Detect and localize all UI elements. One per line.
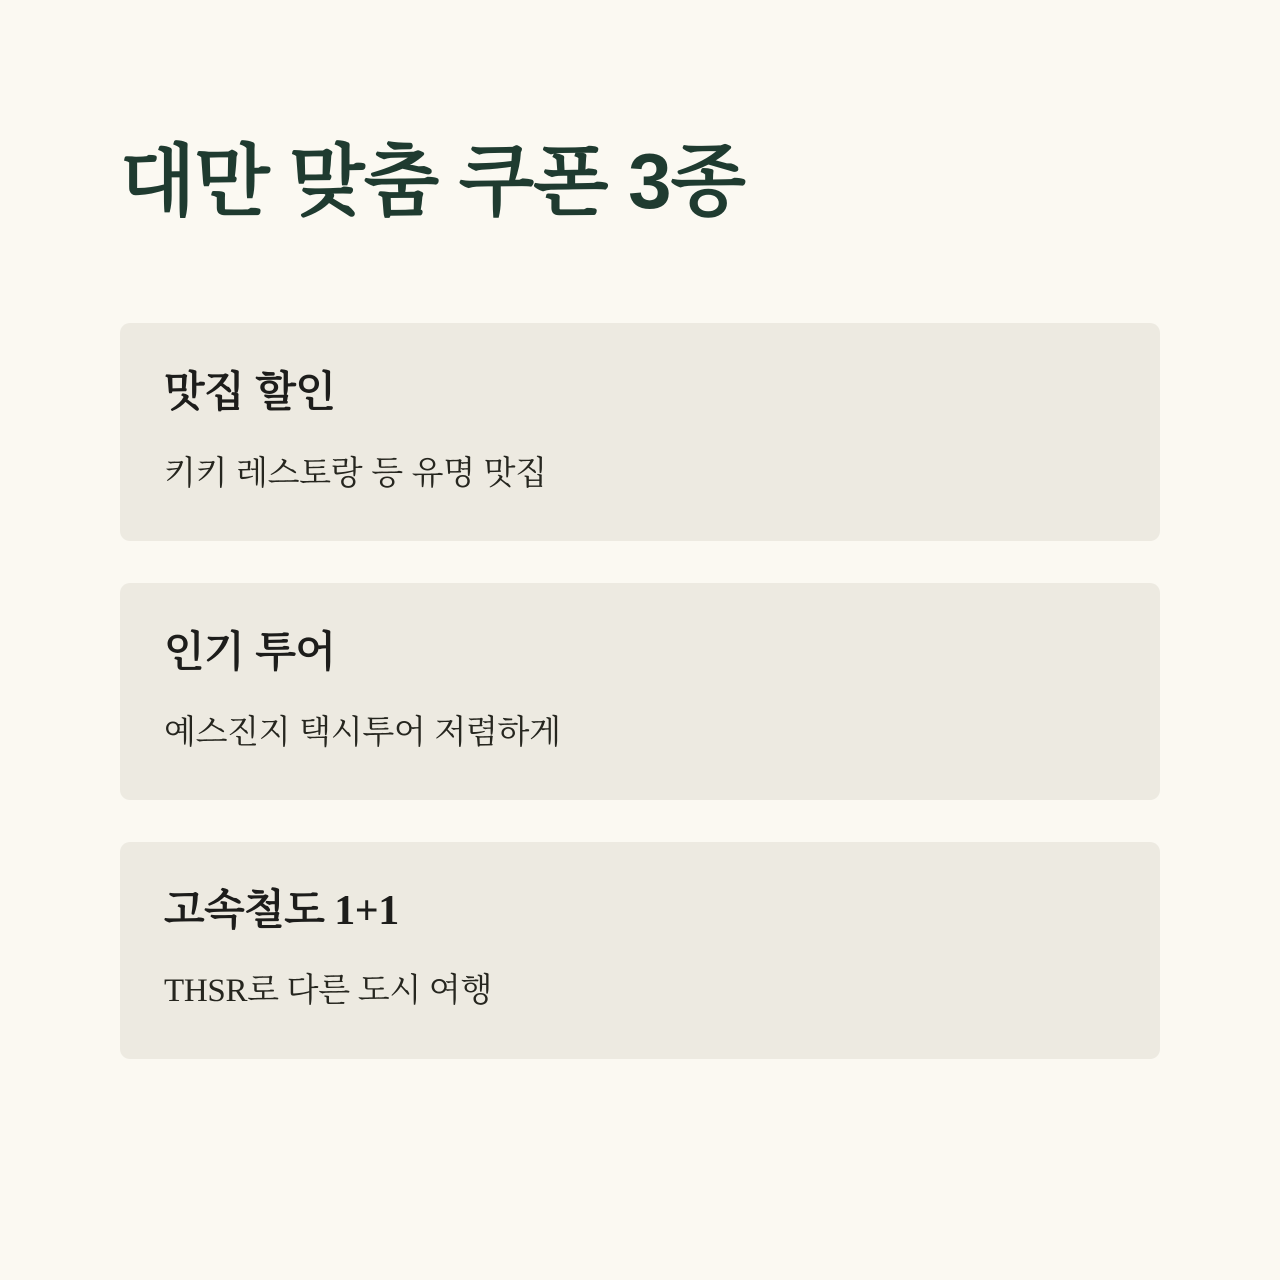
coupon-card-description: THSR로 다른 도시 여행: [164, 973, 493, 1010]
coupon-card[interactable]: [120, 842, 1160, 1059]
coupon-card-description: 키키 레스토랑 등 유명 맛집: [164, 453, 547, 491]
page-title: 대만 맞춤 쿠폰 3종: [120, 137, 745, 225]
coupon-card-list: [120, 323, 1160, 1059]
coupon-card-title: 맛집 할인: [164, 368, 336, 416]
coupon-card-title: 인기 투어: [164, 627, 336, 675]
coupon-card-description: 예스진지 택시투어 저렴하게: [164, 713, 561, 751]
coupon-card-title: 고속철도 1+1: [164, 887, 399, 934]
coupon-card[interactable]: [120, 583, 1160, 800]
coupon-card[interactable]: [120, 323, 1160, 540]
